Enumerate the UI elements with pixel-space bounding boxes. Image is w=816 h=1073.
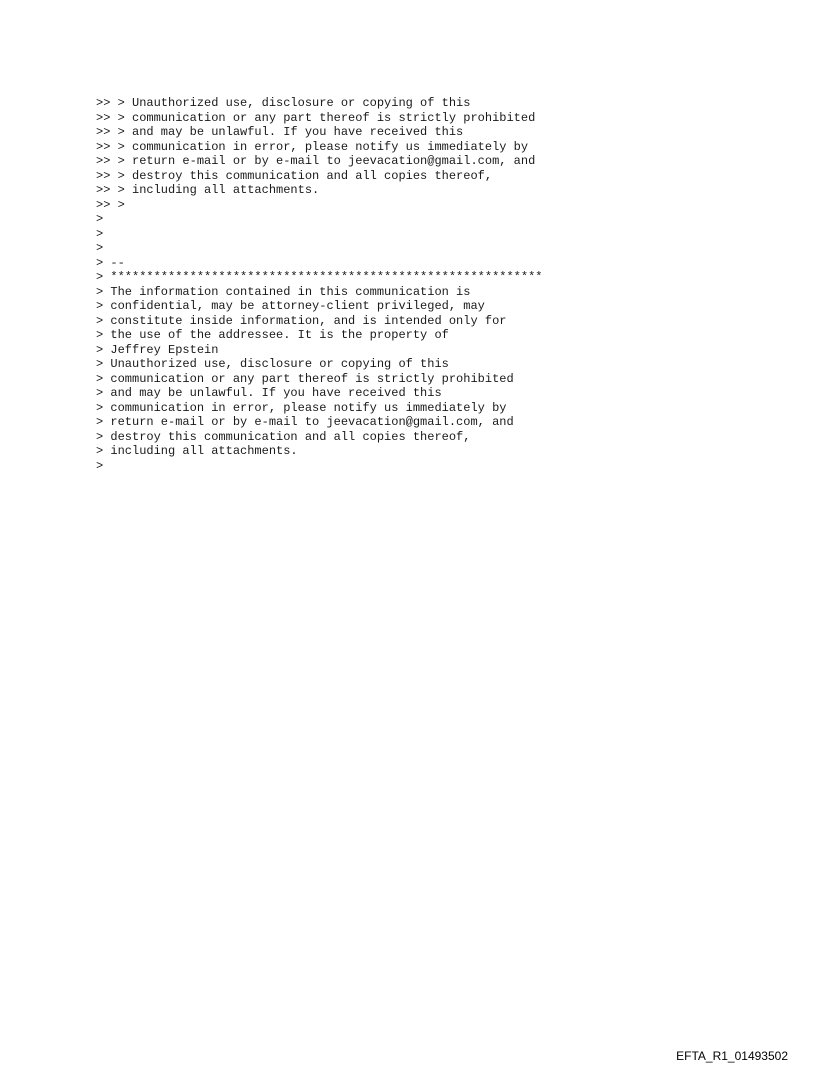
text-line: > and may be unlawful. If you have received this	[96, 386, 442, 400]
text-line: > Unauthorized use, disclosure or copying of this	[96, 357, 449, 371]
text-line: >> > and may be unlawful. If you have received this	[96, 125, 464, 139]
text-line: >> > communication or any part thereof is strictly prohibited	[96, 110, 536, 125]
text-line: >> > return e-mail or by e-mail to jeevacation@gmail.com, and	[96, 154, 536, 168]
text-line: > communication or any part thereof is strictly prohibited	[96, 371, 514, 386]
text-line: >> >	[96, 197, 125, 212]
text-line: >> > including all attachments.	[96, 183, 320, 197]
text-line: > destroy this communication and all copies thereof,	[96, 429, 471, 444]
text-line: > confidential, may be attorney-client privileged, may	[96, 299, 485, 313]
text-line: >> > destroy this communication and all copies thereof,	[96, 168, 493, 183]
text-line: >	[96, 212, 104, 226]
text-line: >> > Unauthorized use, disclosure or copying of this	[96, 96, 471, 110]
text-line: > including all attachments.	[96, 444, 298, 458]
text-line: >	[96, 226, 104, 241]
asterisk-divider: > ************************************************************	[96, 270, 543, 284]
text-line: > The information contained in this communication is	[96, 284, 471, 299]
text-line: >> > communication in error, please notify us immediately by	[96, 139, 529, 154]
text-line: > Jeffrey Epstein	[96, 342, 219, 357]
email-body-text	[96, 96, 716, 473]
text-line: > return e-mail or by e-mail to jeevacation@gmail.com, and	[96, 415, 514, 429]
text-line: > constitute inside information, and is intended only for	[96, 313, 507, 328]
signature-separator: > --	[96, 255, 125, 270]
text-line: >	[96, 458, 104, 473]
text-line: >	[96, 241, 104, 255]
text-line: > the use of the addressee. It is the property of	[96, 328, 449, 342]
document-id-footer: EFTA_R1_01493502	[676, 1049, 788, 1063]
text-line: > communication in error, please notify us immediately by	[96, 400, 507, 415]
